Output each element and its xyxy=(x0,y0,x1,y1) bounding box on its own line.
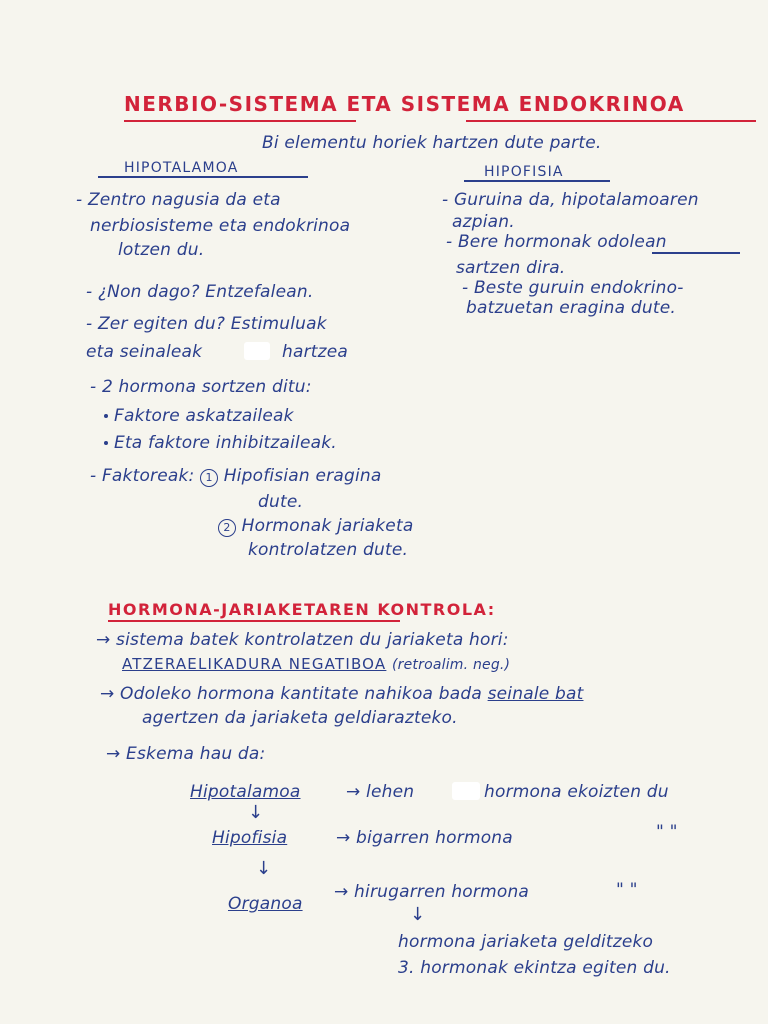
left-line-7: - 2 hormona sortzen ditu: xyxy=(90,377,312,397)
negative-feedback-abbrev: (retroalim. neg.) xyxy=(392,657,511,673)
bullet-icon xyxy=(104,414,108,418)
left-line-2: nerbiosisteme eta endokrinoa xyxy=(90,216,351,236)
left-line-1: - Zentro nagusia da eta xyxy=(76,190,281,210)
scheme-hypophysis: Hipofisia xyxy=(212,828,288,848)
left-line-9-text: Eta faktore inhibitzaileak. xyxy=(114,433,337,453)
left-line-11: dute. xyxy=(258,492,304,512)
scheme-organ: Organoa xyxy=(228,894,303,914)
section-line-4: agertzen da jariaketa geldiarazteko. xyxy=(142,708,458,728)
left-line-10b: Hipofisian eragina xyxy=(223,466,382,486)
left-line-6: eta seinaleak xyxy=(86,342,203,362)
scheme-row1-end: hormona ekoizten du xyxy=(484,782,669,802)
scheme-row4: hormona jariaketa gelditzeko xyxy=(398,932,654,952)
section-heading-underline xyxy=(108,620,400,622)
left-line-13: kontrolatzen dute. xyxy=(248,540,409,560)
section-line-5: → Eskema hau da: xyxy=(106,744,266,764)
left-line-5: - Zer egiten du? Estimuluak xyxy=(86,314,327,334)
section-line-3 xyxy=(100,684,584,704)
intro-text: Bi elementu horiek hartzen dute parte. xyxy=(262,133,602,153)
left-line-10 xyxy=(90,466,381,487)
correction-blot xyxy=(244,342,270,360)
section-line-2 xyxy=(122,654,510,675)
title-underline-2 xyxy=(466,120,756,122)
right-line-3 xyxy=(446,232,667,252)
title-underline-1 xyxy=(124,120,356,122)
section-line-1: → sistema batek kontrolatzen du jariaketa hori: xyxy=(96,630,509,650)
scheme-row3-arrow-text: → hirugarren hormona xyxy=(334,882,530,902)
left-line-3: lotzen du. xyxy=(118,240,205,260)
page-title: NERBIO-SISTEMA ETA SISTEMA ENDOKRINOA xyxy=(124,92,685,116)
section-line-3a: → Odoleko hormona kantitate nahikoa bada xyxy=(100,684,482,704)
right-line-3a: - Bere hormonak xyxy=(446,232,592,252)
right-line-3b: odolean xyxy=(597,232,667,252)
left-line-12-text: Hormonak jariaketa xyxy=(241,516,414,536)
right-line-2: azpian. xyxy=(452,212,515,232)
scheme-row1-arrow-text: → lehen xyxy=(346,782,415,802)
right-line-6: batzuetan eragina dute. xyxy=(466,298,676,318)
odolean-underline xyxy=(652,252,740,254)
scheme-row5: 3. hormonak ekintza egiten du. xyxy=(398,958,671,978)
correction-blot xyxy=(452,782,480,800)
left-line-9 xyxy=(104,433,337,453)
right-heading-underline xyxy=(464,180,610,182)
right-line-5: - Beste guruin endokrino- xyxy=(462,278,684,298)
scheme-row2-ditto: " " xyxy=(656,822,678,842)
left-line-6b: hartzea xyxy=(282,342,349,362)
left-heading: HIPOTALAMOA xyxy=(124,160,239,176)
section-line-3b: seinale bat xyxy=(487,684,584,704)
circled-number-1: 1 xyxy=(200,469,218,487)
left-heading-underline xyxy=(98,176,308,178)
right-line-4: sartzen dira. xyxy=(456,258,566,278)
left-line-8 xyxy=(104,406,294,426)
circled-number-2: 2 xyxy=(218,519,236,537)
scheme-hypothalamus: Hipotalamoa xyxy=(190,782,301,802)
right-line-1: - Guruina da, hipotalamoaren xyxy=(442,190,699,210)
bullet-icon xyxy=(104,441,108,445)
right-heading: HIPOFISIA xyxy=(484,164,564,180)
negative-feedback-term: ATZERAELIKADURA NEGATIBOA xyxy=(122,655,387,673)
left-line-8-text: Faktore askatzaileak xyxy=(114,406,294,426)
factors-label: - Faktoreak: xyxy=(90,466,195,486)
arrow-down-icon: ↓ xyxy=(256,858,272,879)
left-line-12 xyxy=(218,516,413,537)
left-line-4: - ¿Non dago? Entzefalean. xyxy=(86,282,314,302)
scheme-row3-ditto: " " xyxy=(616,880,638,900)
arrow-down-icon: ↓ xyxy=(248,802,264,823)
scheme-row2-arrow-text: → bigarren hormona xyxy=(336,828,513,848)
arrow-down-icon: ↓ xyxy=(410,904,426,925)
section-heading: HORMONA-JARIAKETAREN KONTROLA: xyxy=(108,600,496,619)
